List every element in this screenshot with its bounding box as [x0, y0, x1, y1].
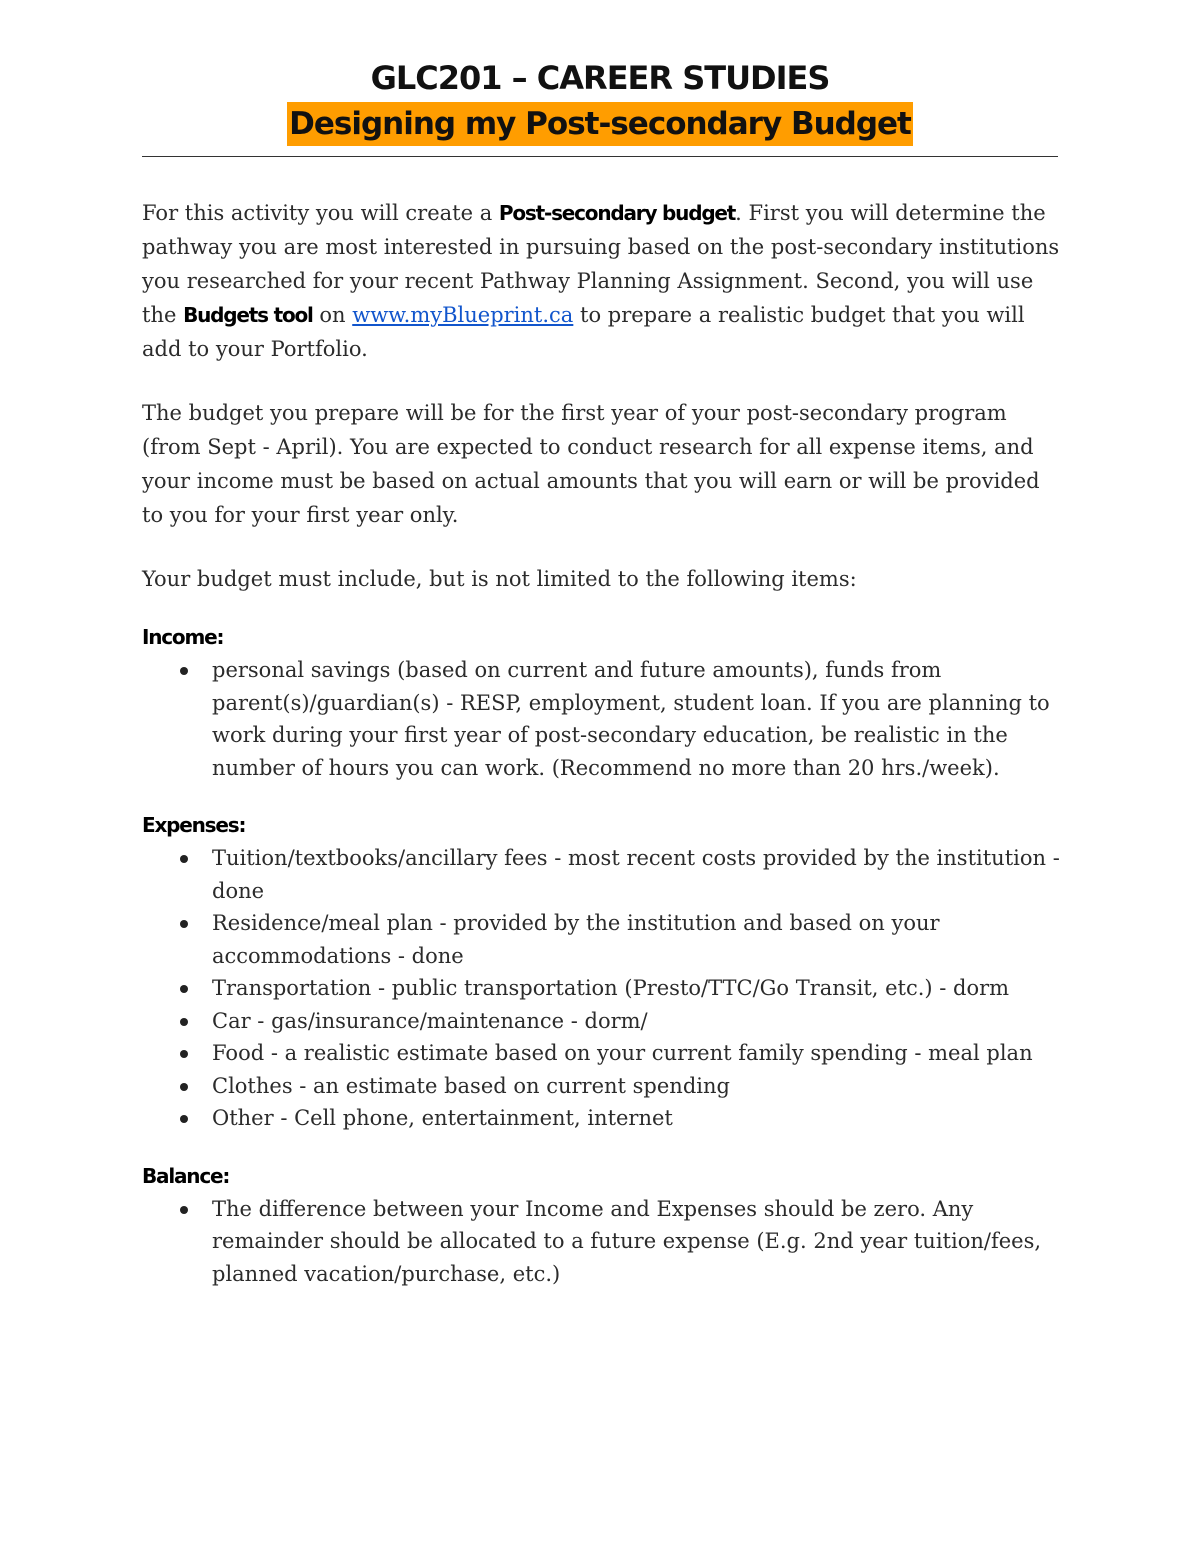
- post-secondary-budget-emphasis: Post-secondary budget: [498, 201, 736, 225]
- subtitle-wrap: [142, 102, 1058, 152]
- assignment-subtitle: Designing my Post-secondary Budget: [287, 102, 913, 146]
- list-item: The difference between your Income and Expenses should be zero. Any remainder should be allocated to a future expense (E.g. 2nd year tuition/fees, planned vacation/purchase, etc.): [142, 1193, 1062, 1291]
- budgets-tool-emphasis: Budgets tool: [183, 303, 313, 327]
- intro-text-a: For this activity you will create a: [142, 201, 499, 225]
- list-item: personal savings (based on current and future amounts), funds from parent(s)/guardian(s) - RESP, employment, student loan. If you are planning to work during your first year of post-secondary education, be realistic in the number of hours you can work. (Recommend no more than 20 hrs./week).: [142, 654, 1062, 784]
- list-item: Food - a realistic estimate based on your current family spending - meal plan: [142, 1037, 1062, 1070]
- list-item: Tuition/textbooks/ancillary fees - most recent costs provided by the institution - done: [142, 842, 1062, 907]
- balance-heading: Balance:: [142, 1163, 230, 1188]
- budget-scope-paragraph: The budget you prepare will be for the first year of your post-secondary program (from Sept - April). You are expected to conduct research for all expense items, and your income must be based on actual amounts that you will earn or will be provided to you for your first year only.: [142, 401, 1040, 527]
- intro-paragraph: [142, 196, 1062, 366]
- intro-text-d: to prepare a realistic budget that you will add to your Portfolio.: [142, 303, 1025, 361]
- horizontal-rule: [142, 156, 1058, 157]
- income-heading: Income:: [142, 625, 224, 649]
- list-item: Transportation - public transportation (Presto/TTC/Go Transit, etc.) - dorm: [142, 972, 1062, 1005]
- requirements-paragraph: Your budget must include, but is not limited to the following items:: [142, 567, 857, 591]
- balance-list: [142, 1193, 1062, 1291]
- expenses-heading: Expenses:: [142, 813, 246, 837]
- list-item: Residence/meal plan - provided by the institution and based on your accommodations - done: [142, 907, 1062, 972]
- list-item: Car - gas/insurance/maintenance - dorm/: [142, 1005, 1062, 1038]
- myblueprint-link[interactable]: www.myBlueprint.ca: [352, 303, 574, 327]
- intro-text-c: on: [312, 303, 353, 327]
- list-item: Clothes - an estimate based on current spending: [142, 1070, 1062, 1103]
- expenses-list: [142, 842, 1062, 1135]
- document-body: [142, 196, 1062, 1290]
- intro-text-b: . First you will determine the pathway you are most interested in pursuing based on the post-secondary institutions you researched for your recent Pathway Planning Assignment. Second, you will use the: [142, 201, 1060, 327]
- title-block: [142, 56, 1058, 152]
- list-item: Other - Cell phone, entertainment, internet: [142, 1102, 1062, 1135]
- course-title: GLC201 – CAREER STUDIES: [370, 59, 830, 97]
- income-list: [142, 654, 1062, 784]
